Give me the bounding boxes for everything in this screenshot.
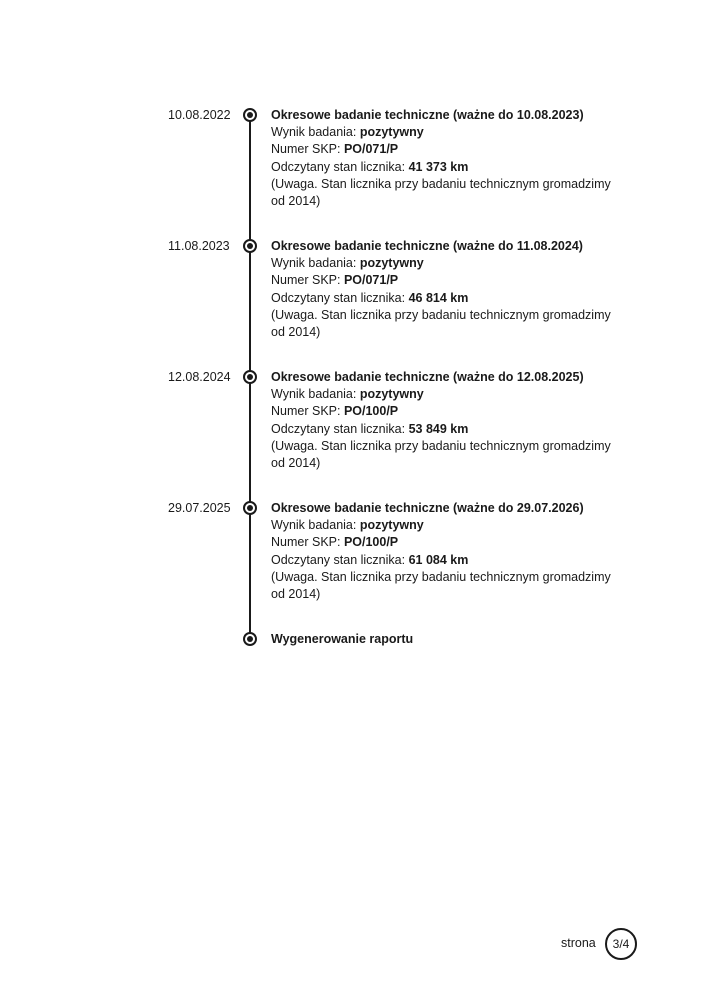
skp-line: [271, 403, 616, 420]
timeline-marker-icon: [243, 632, 257, 646]
report-generated-title: Wygenerowanie raportu: [271, 632, 414, 646]
result-line: [271, 517, 616, 534]
entry-title: Okresowe badanie techniczne (ważne do 11.08.2024): [271, 239, 583, 253]
skp-label: Numer SKP:: [271, 535, 344, 550]
entry-date: 11.08.2023: [168, 239, 230, 253]
skp-label: Numer SKP:: [271, 273, 344, 288]
entry-title: Okresowe badanie techniczne (ważne do 10.08.2023): [271, 108, 584, 122]
result-label: Wynik badania:: [271, 387, 360, 402]
result-value: pozytywny: [359, 387, 424, 402]
result-label: Wynik badania:: [271, 518, 360, 533]
skp-value: PO/071/P: [343, 142, 399, 157]
result-line: [271, 386, 616, 403]
result-value: pozytywny: [359, 256, 424, 271]
timeline-marker-icon: [243, 239, 257, 253]
entry-date: 10.08.2022: [168, 108, 231, 122]
entry-title: Okresowe badanie techniczne (ważne do 29.07.2026): [271, 501, 584, 515]
result-line: [271, 255, 616, 272]
odometer-label: Odczytany stan licznika:: [271, 552, 409, 567]
entry-details: [271, 369, 616, 472]
odometer-label: Odczytany stan licznika:: [271, 421, 409, 436]
timeline-marker-icon: [243, 501, 257, 515]
entry-details: [271, 107, 616, 210]
entry-title: Okresowe badanie techniczne (ważne do 12.08.2025): [271, 370, 584, 384]
entry-note: (Uwaga. Stan licznika przy badaniu technicznym gromadzimy od 2014): [271, 176, 611, 209]
odometer-value: 46 814 km: [408, 290, 469, 305]
page-number-badge: 3/4: [605, 928, 637, 960]
skp-label: Numer SKP:: [271, 404, 344, 419]
skp-value: PO/100/P: [343, 404, 399, 419]
entry-details: [271, 631, 616, 648]
result-value: pozytywny: [359, 518, 424, 533]
odometer-label: Odczytany stan licznika:: [271, 290, 409, 305]
skp-line: [271, 272, 616, 289]
entry-details: [271, 238, 616, 341]
skp-label: Numer SKP:: [271, 142, 344, 157]
entry-date: 29.07.2025: [168, 501, 231, 515]
odometer-line: [271, 159, 616, 176]
result-label: Wynik badania:: [271, 125, 360, 140]
entry-note: (Uwaga. Stan licznika przy badaniu technicznym gromadzimy od 2014): [271, 438, 611, 471]
entry-date: 12.08.2024: [168, 370, 231, 384]
odometer-value: 41 373 km: [408, 159, 469, 174]
odometer-line: [271, 421, 616, 438]
result-value: pozytywny: [359, 125, 424, 140]
timeline-marker-icon: [243, 370, 257, 384]
entry-details: [271, 500, 616, 603]
skp-line: [271, 141, 616, 158]
odometer-value: 53 849 km: [408, 421, 469, 436]
odometer-line: [271, 552, 616, 569]
skp-line: [271, 534, 616, 551]
skp-value: PO/071/P: [343, 273, 399, 288]
odometer-label: Odczytany stan licznika:: [271, 159, 409, 174]
odometer-value: 61 084 km: [408, 552, 469, 567]
entry-note: (Uwaga. Stan licznika przy badaniu technicznym gromadzimy od 2014): [271, 569, 611, 602]
result-label: Wynik badania:: [271, 256, 360, 271]
timeline-marker-icon: [243, 108, 257, 122]
skp-value: PO/100/P: [343, 535, 399, 550]
page-label: strona: [561, 936, 596, 950]
entry-note: (Uwaga. Stan licznika przy badaniu technicznym gromadzimy od 2014): [271, 307, 611, 340]
odometer-line: [271, 290, 616, 307]
result-line: [271, 124, 616, 141]
